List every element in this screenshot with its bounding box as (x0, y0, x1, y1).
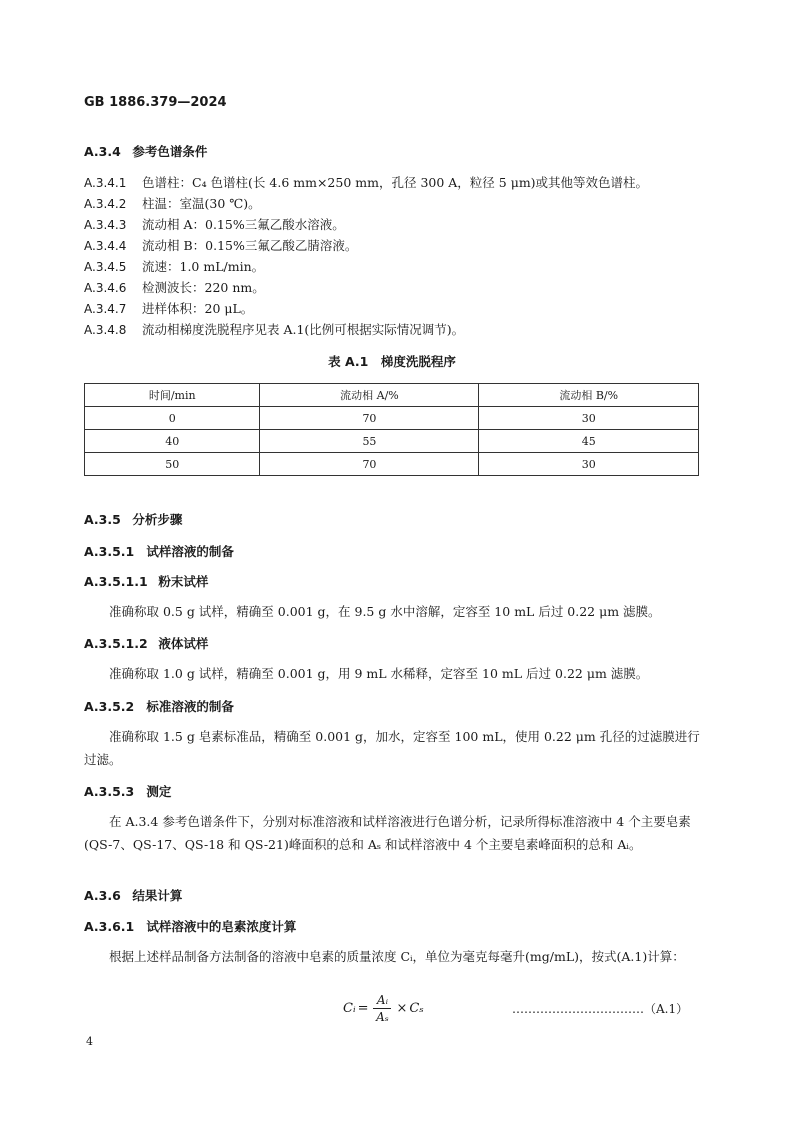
section-title: 参考色谱条件 (132, 144, 208, 159)
table-cell: 45 (479, 430, 699, 453)
table-header-row (85, 384, 699, 407)
section-number: A.3.5.2 (84, 699, 135, 714)
section-heading (84, 142, 207, 160)
list-item (84, 173, 648, 191)
item-number: A.3.4.8 (84, 323, 127, 337)
paragraph: 在 A.3.4 参考色谱条件下，分别对标准溶液和试样溶液进行色谱分析，记录所得标准溶液中 4 个主要皂素(QS-7、QS-17、QS-18 和 QS-21)峰面积的总和 Aₛ 和试样溶液中 4 个主要皂素峰面积的总和 Aᵢ。 (84, 814, 691, 852)
column-header: 流动相 B/% (479, 384, 699, 407)
section-title: 标准溶液的制备 (146, 699, 234, 714)
list-item (84, 299, 253, 317)
section-title: 分析步骤 (132, 512, 183, 527)
table-cell: 70 (260, 407, 479, 430)
list-item (84, 320, 464, 338)
item-text: 进样体积：20 μL。 (142, 301, 254, 316)
section-heading (84, 542, 234, 560)
table-cell: 50 (85, 453, 260, 476)
table-row (85, 430, 699, 453)
list-item (84, 278, 265, 296)
section-title: 结果计算 (132, 888, 183, 903)
page-number: 4 (86, 1035, 93, 1048)
item-text: 色谱柱：C₄ 色谱柱(长 4.6 mm×250 mm，孔径 300 A，粒径 5 μm)或其他等效色谱柱。 (142, 175, 649, 190)
item-number: A.3.4.6 (84, 281, 127, 295)
item-number: A.3.4.1 (84, 176, 127, 190)
section-heading (84, 634, 208, 652)
table-cell: 40 (85, 430, 260, 453)
section-number: A.3.5.1.2 (84, 636, 148, 651)
section-heading (84, 697, 234, 715)
list-item (84, 215, 345, 233)
item-text: 流动相 B：0.15%三氟乙酸乙腈溶液。 (142, 238, 358, 253)
paragraph: 根据上述样品制备方法制备的溶液中皂素的质量浓度 Cᵢ，单位为毫克每毫升(mg/mL)，按式(A.1)计算： (109, 949, 685, 964)
item-number: A.3.4.2 (84, 197, 127, 211)
formula-times: × (396, 1001, 408, 1016)
table-caption: 表 A.1 梯度洗脱程序 (328, 354, 456, 369)
formula-label: （A.1） (644, 1002, 689, 1016)
section-heading (84, 886, 182, 904)
section-number: A.3.4 (84, 144, 121, 159)
section-heading (84, 572, 208, 590)
formula-denominator: Aₛ (376, 1010, 389, 1024)
item-number: A.3.4.3 (84, 218, 127, 232)
item-text: 流动相 A：0.15%三氟乙酸水溶液。 (142, 217, 345, 232)
section-heading (84, 917, 296, 935)
table-cell: 70 (260, 453, 479, 476)
list-item (84, 194, 261, 212)
item-number: A.3.4.4 (84, 239, 127, 253)
section-number: A.3.6 (84, 888, 121, 903)
formula-equals: = (357, 1001, 369, 1016)
formula-number (512, 1000, 688, 1017)
formula (343, 993, 424, 1024)
section-title: 试样溶液中的皂素浓度计算 (146, 919, 297, 934)
table-cell: 0 (85, 407, 260, 430)
item-text: 检测波长：220 nm。 (142, 280, 265, 295)
table-row (85, 407, 699, 430)
paragraph: 准确称取 1.0 g 试样，精确至 0.001 g，用 9 mL 水稀释，定容至 10 mL 后过 0.22 μm 滤膜。 (109, 666, 649, 681)
section-heading (84, 782, 171, 800)
list-item (84, 257, 264, 275)
section-number: A.3.6.1 (84, 919, 135, 934)
formula-lhs: Cᵢ (343, 1001, 356, 1016)
paragraph: 准确称取 0.5 g 试样，精确至 0.001 g，在 9.5 g 水中溶解，定容至 10 mL 后过 0.22 μm 滤膜。 (109, 604, 661, 619)
item-text: 流动相梯度洗脱程序见表 A.1(比例可根据实际情况调节)。 (142, 322, 465, 337)
column-header: 流动相 A/% (260, 384, 479, 407)
formula-rhs: Cₛ (409, 1001, 424, 1016)
section-heading (84, 510, 182, 528)
section-title: 粉末试样 (158, 574, 209, 589)
formula-numerator: Aᵢ (376, 993, 389, 1007)
gradient-table (84, 383, 699, 476)
section-number: A.3.5 (84, 512, 121, 527)
table-cell: 30 (479, 407, 699, 430)
item-number: A.3.4.7 (84, 302, 127, 316)
formula-fraction (373, 993, 391, 1024)
section-title: 测定 (146, 784, 172, 799)
fraction-bar (373, 1008, 391, 1009)
item-text: 流速：1.0 mL/min。 (142, 259, 265, 274)
section-number: A.3.5.1 (84, 544, 135, 559)
item-text: 柱温：室温(30 ℃)。 (142, 196, 261, 211)
section-title: 试样溶液的制备 (146, 544, 234, 559)
table-cell: 30 (479, 453, 699, 476)
table-row (85, 453, 699, 476)
standard-header: GB 1886.379—2024 (84, 95, 227, 110)
section-number: A.3.5.3 (84, 784, 135, 799)
column-header: 时间/min (85, 384, 260, 407)
paragraph: 准确称取 1.5 g 皂素标准品，精确至 0.001 g，加水，定容至 100 mL，使用 0.22 μm 孔径的过滤膜进行过滤。 (84, 729, 700, 767)
table-cell: 55 (260, 430, 479, 453)
leader-dots: …………………………… (512, 1002, 644, 1016)
item-number: A.3.4.5 (84, 260, 127, 274)
section-number: A.3.5.1.1 (84, 574, 148, 589)
section-title: 液体试样 (158, 636, 209, 651)
list-item (84, 236, 357, 254)
